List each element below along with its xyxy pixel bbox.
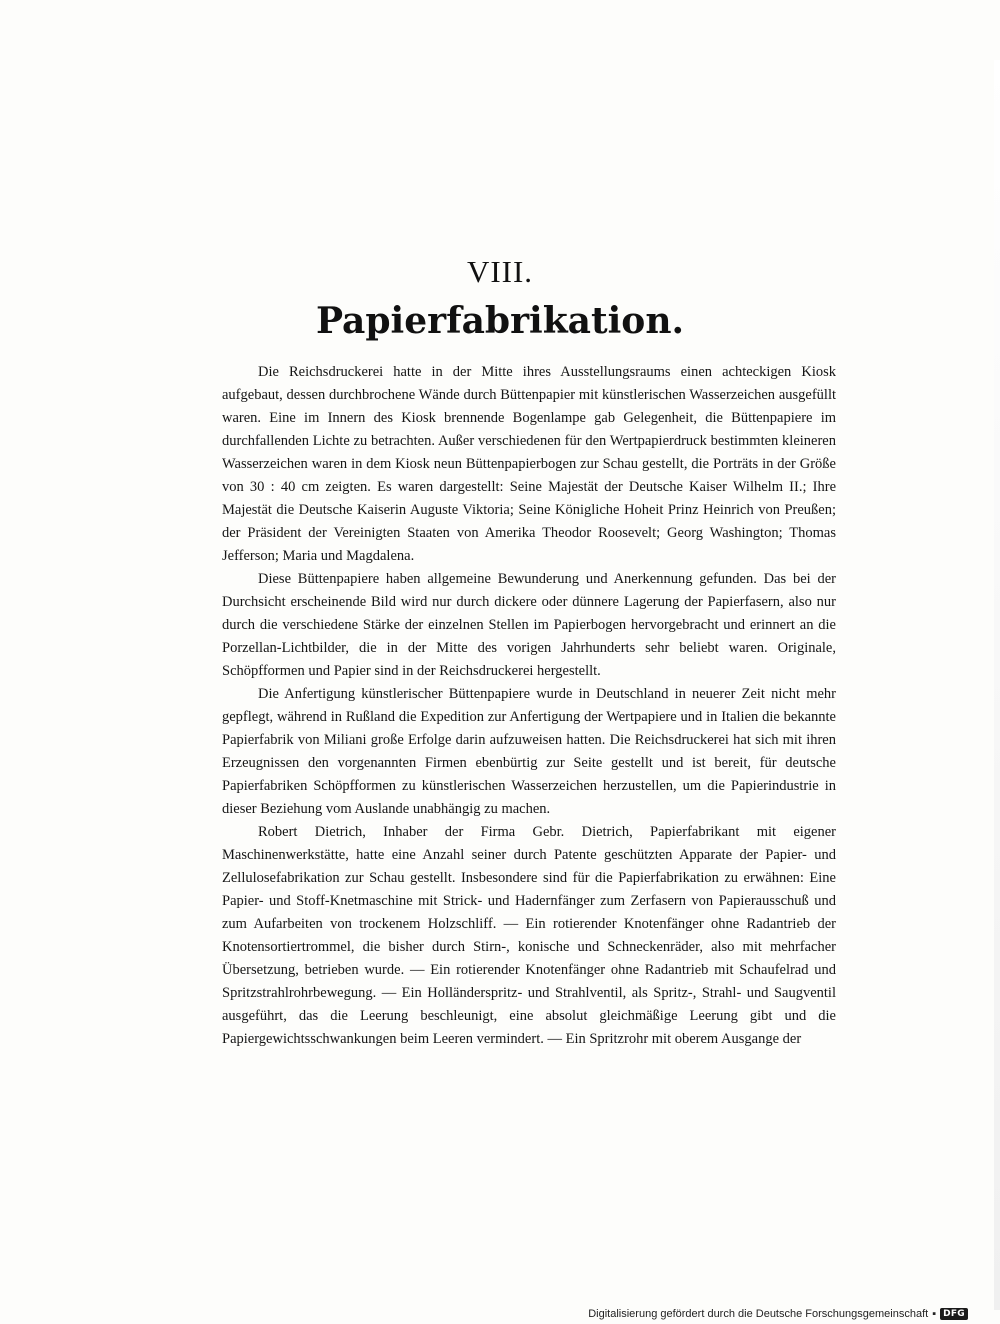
footer-credit: Digitalisierung gefördert durch die Deutsche Forschungsgemeinschaft	[588, 1308, 929, 1320]
dfg-logo-icon: DFG	[940, 1308, 968, 1320]
paragraph-kiosk: Die Reichsdruckerei hatte in der Mitte ihres Ausstellungsraums einen achteckigen Kiosk aufgebaut, dessen durchbrochene Wände durch Büttenpapier mit künstlerischen Wasserzeichen ausgefüllt waren. Eine im Innern des Kiosk brennende Bogenlampe gab Gelegenheit, die Büttenpapiere im durchfallenden Lichte zu betrachten. Außer verschiedenen für den Wertpapierdruck bestimmten kleineren Wasserzeichen waren in dem Kiosk neun Büttenpapierbogen zur Schau gestellt, die Porträts in der Größe von 30 : 40 cm zeigten. Es waren dargestellt: Seine Majestät der Deutsche Kaiser Wilhelm II.; Ihre Majestät die Deutsche Kaiserin Auguste Viktoria; Seine Königliche Hoheit Prinz Heinrich von Preußen; der Präsident der Vereinigten Staaten von Amerika Theodor Roosevelt; Georg Washington; Thomas Jefferson; Maria und Magdalena.	[222, 364, 836, 564]
digitization-footer	[588, 1308, 968, 1320]
paragraph-anfertigung: Die Anfertigung künstlerischer Büttenpapiere wurde in Deutschland in neuerer Zeit nicht mehr gepflegt, während in Rußland die Expedition zur Anfertigung der Wertpapiere und in Italien die bekannte Papierfabrik von Miliani große Erfolge darin aufzuweisen hatten. Die Reichsdruckerei hat sich mit ihren Erzeugnissen den vorgenannten Firmen ebenbürtig zur Seite gestellt und ist bereit, für deutsche Papierfabriken Schöpfformen zu künstlerischen Wasserzeichen herzustellen, um die Papierindustrie in dieser Beziehung vom Auslande unabhängig zu machen.	[222, 686, 836, 817]
body-text	[222, 361, 836, 1051]
chapter-title: Papierfabrikation.	[315, 300, 685, 342]
chapter-number: VIII.	[466, 254, 534, 289]
paragraph-robert-dietrich: Robert Dietrich, Inhaber der Firma Gebr. Dietrich, Papierfabrikant mit eigener Maschinenwerkstätte, hatte eine Anzahl seiner durch Patente geschützten Apparate der Papier- und Zellulosefabrikation zur Schau gestellt. Insbesondere sind für die Papierfabrikation zu erwähnen: Eine Papier- und Stoff-Knetmaschine mit Strick- und Hadernfänger zum Zerfasern von Papierausschuß und zum Aufarbeiten von trockenem Holzschliff. — Ein rotierender Knotenfänger ohne Radantrieb der Knotensortiertrommel, die bisher durch Stirn-, konische und Schneckenräder, also mit mehrfacher Übersetzung, betrieben wurde. — Ein rotierender Knotenfänger ohne Radantrieb mit Schaufelrad und Spritzstrahlrohrbewegung. — Ein Holländerspritz- und Strahlventil, als Spritz-, Strahl- und Saugventil ausgeführt, das die Leerung beschleunigt, eine absolut gleichmäßige Leerung gibt und die Papiergewichtsschwankungen beim Leeren vermindert. — Ein Spritzrohr mit oberem Ausgange der	[222, 824, 836, 1047]
page-edge-shadow	[994, 60, 1000, 1310]
paragraph-buettenpapiere: Diese Büttenpapiere haben allgemeine Bewunderung und Anerkennung gefunden. Das bei der Durchsicht erscheinende Bild wird nur durch dickere oder dünnere Lagerung der Papierfasern, also nur durch die verschiedene Stärke der einzelnen Stellen im Papierbogen hervorgebracht und erinnert an die Porzellan-Lichtbilder, die in der Mitte des vorigen Jahrhunderts sehr beliebt waren. Originale, Schöpfformen und Papier sind in der Reichsdruckerei hergestellt.	[222, 571, 836, 679]
footer-separator: ▪	[932, 1308, 937, 1320]
